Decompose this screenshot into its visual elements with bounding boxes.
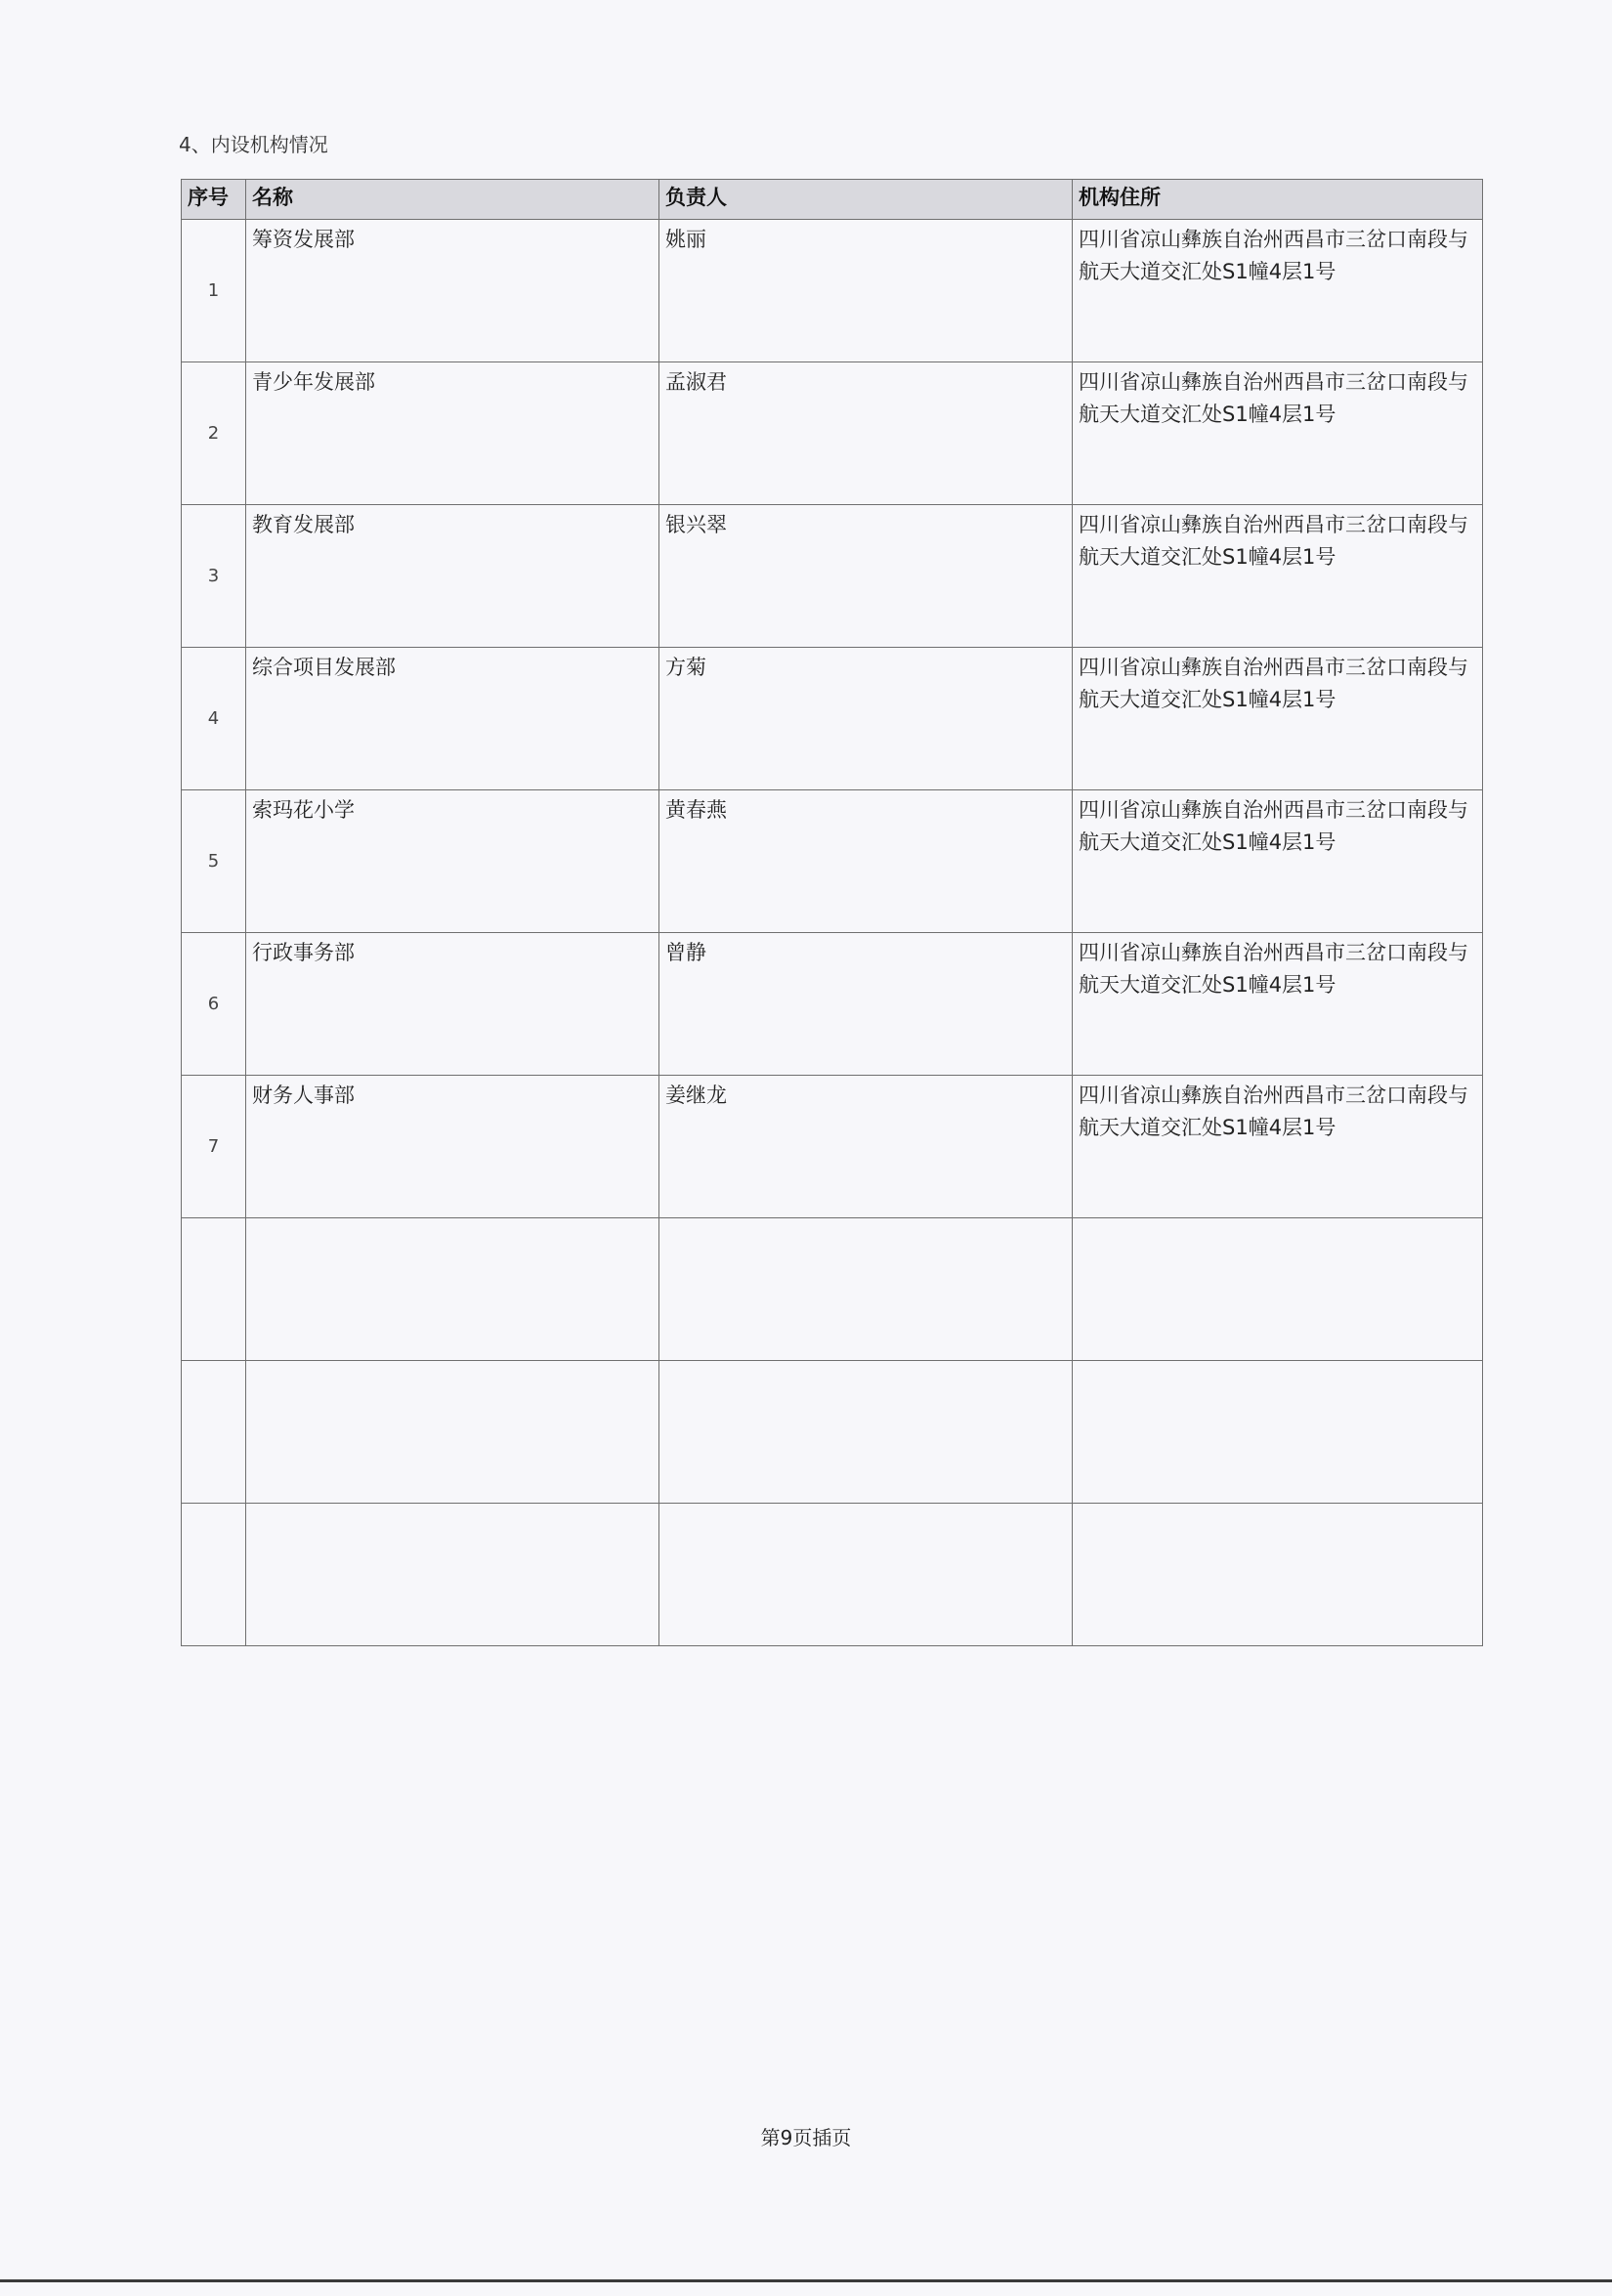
row-leader: 姜继龙 xyxy=(659,1076,1073,1218)
table-row xyxy=(182,505,1483,648)
header-name: 名称 xyxy=(246,180,659,220)
row-address: 四川省凉山彝族自治州西昌市三岔口南段与航天大道交汇处S1幢4层1号 xyxy=(1073,220,1483,362)
table-row xyxy=(182,1218,1483,1361)
row-address: 四川省凉山彝族自治州西昌市三岔口南段与航天大道交汇处S1幢4层1号 xyxy=(1073,933,1483,1076)
row-address xyxy=(1073,1218,1483,1361)
table-row xyxy=(182,933,1483,1076)
table-row xyxy=(182,790,1483,933)
row-seq: 5 xyxy=(182,790,246,933)
row-seq: 7 xyxy=(182,1076,246,1218)
row-address: 四川省凉山彝族自治州西昌市三岔口南段与航天大道交汇处S1幢4层1号 xyxy=(1073,505,1483,648)
row-name: 财务人事部 xyxy=(246,1076,659,1218)
table-row xyxy=(182,1361,1483,1504)
table-header-row xyxy=(182,180,1483,220)
row-name xyxy=(246,1361,659,1504)
row-name xyxy=(246,1218,659,1361)
row-leader: 银兴翠 xyxy=(659,505,1073,648)
table-row xyxy=(182,220,1483,362)
row-leader xyxy=(659,1504,1073,1646)
row-name: 教育发展部 xyxy=(246,505,659,648)
header-address: 机构住所 xyxy=(1073,180,1483,220)
row-leader xyxy=(659,1361,1073,1504)
page-footer: 第9页插页 xyxy=(760,2126,852,2149)
row-name: 青少年发展部 xyxy=(246,362,659,505)
row-name: 筹资发展部 xyxy=(246,220,659,362)
row-leader: 姚丽 xyxy=(659,220,1073,362)
row-name: 索玛花小学 xyxy=(246,790,659,933)
table-row xyxy=(182,648,1483,790)
section-title: 4、内设机构情况 xyxy=(179,133,328,156)
table-row xyxy=(182,1076,1483,1218)
row-seq: 4 xyxy=(182,648,246,790)
table-row xyxy=(182,1504,1483,1646)
row-address xyxy=(1073,1504,1483,1646)
scan-edge-divider xyxy=(0,2279,1612,2282)
row-address: 四川省凉山彝族自治州西昌市三岔口南段与航天大道交汇处S1幢4层1号 xyxy=(1073,790,1483,933)
row-leader: 孟淑君 xyxy=(659,362,1073,505)
row-name: 综合项目发展部 xyxy=(246,648,659,790)
row-leader: 曾静 xyxy=(659,933,1073,1076)
row-seq: 2 xyxy=(182,362,246,505)
row-address xyxy=(1073,1361,1483,1504)
row-leader: 黄春燕 xyxy=(659,790,1073,933)
row-seq xyxy=(182,1218,246,1361)
row-leader xyxy=(659,1218,1073,1361)
header-seq: 序号 xyxy=(182,180,246,220)
department-table xyxy=(181,179,1483,1646)
header-leader: 负责人 xyxy=(659,180,1073,220)
row-address: 四川省凉山彝族自治州西昌市三岔口南段与航天大道交汇处S1幢4层1号 xyxy=(1073,1076,1483,1218)
row-seq: 1 xyxy=(182,220,246,362)
row-seq xyxy=(182,1504,246,1646)
row-name xyxy=(246,1504,659,1646)
row-seq: 3 xyxy=(182,505,246,648)
row-seq: 6 xyxy=(182,933,246,1076)
row-address: 四川省凉山彝族自治州西昌市三岔口南段与航天大道交汇处S1幢4层1号 xyxy=(1073,362,1483,505)
table-row xyxy=(182,362,1483,505)
row-name: 行政事务部 xyxy=(246,933,659,1076)
row-leader: 方菊 xyxy=(659,648,1073,790)
row-address: 四川省凉山彝族自治州西昌市三岔口南段与航天大道交汇处S1幢4层1号 xyxy=(1073,648,1483,790)
row-seq xyxy=(182,1361,246,1504)
